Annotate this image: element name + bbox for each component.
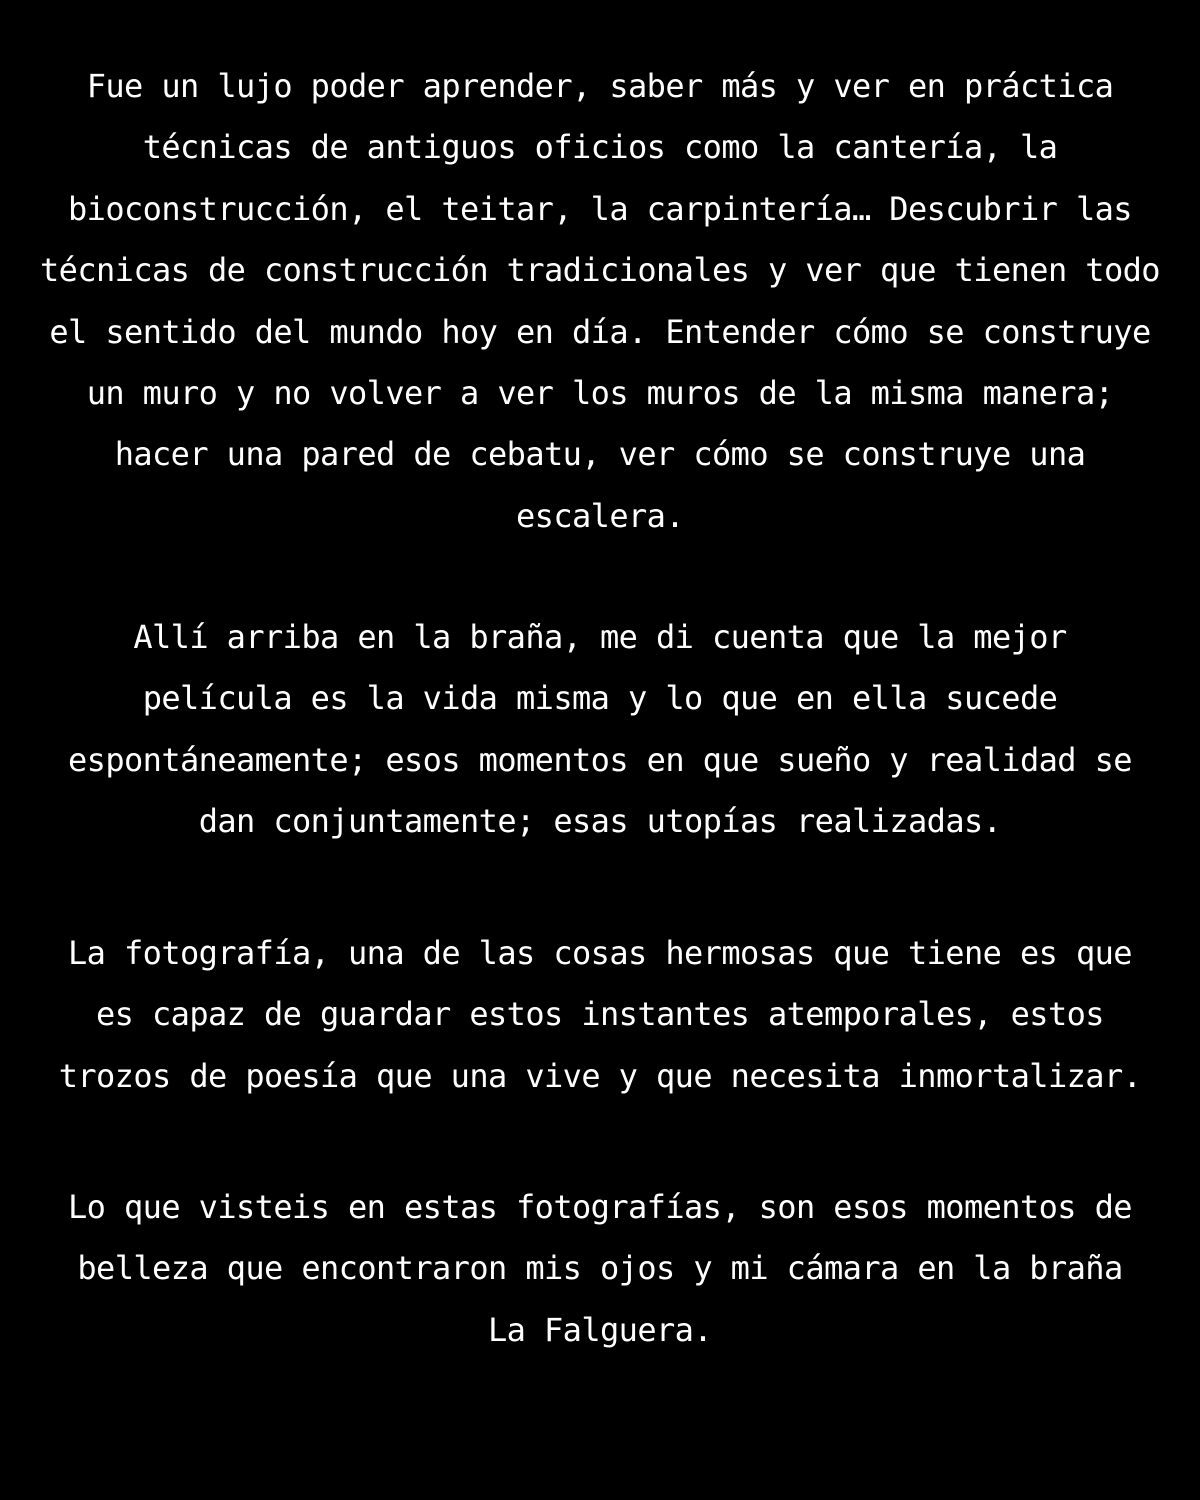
text-line: técnicas de antiguos oficios como la cantería, la: [142, 128, 1058, 167]
text-line: un muro y no volver a ver los muros de la misma manera;: [86, 373, 1114, 412]
text-line: dan conjuntamente; esas utopías realizadas.: [198, 802, 1002, 841]
text-line: Allí arriba en la braña, me di cuenta que la mejor: [133, 618, 1067, 656]
text-line: película es la vida misma y lo que en ella sucede: [142, 679, 1058, 718]
paragraph-photography: [0, 923, 1200, 1107]
text-line: La fotografía, una de las cosas hermosas que tiene es que: [68, 934, 1132, 972]
text-line: trozos de poesía que una vive y que necesita inmortalizar.: [58, 1056, 1142, 1095]
text-line: Lo que visteis en estas fotografías, son esos momentos de: [68, 1188, 1132, 1226]
paragraph-brana-life: [0, 607, 1200, 853]
text-line: espontáneamente; esos momentos en que sueño y realidad se: [68, 740, 1132, 779]
paragraph-closing: [0, 1177, 1200, 1361]
text-line: técnicas de construcción tradicionales y ver que tienen todo: [40, 251, 1160, 290]
text-line: hacer una pared de cebatu, ver cómo se construye una: [114, 435, 1086, 474]
text-line: belleza que encontraron mis ojos y mi cámara en la braña: [77, 1249, 1123, 1288]
text-line: Fue un lujo poder aprender, saber más y ver en práctica: [86, 67, 1114, 105]
text-line: escalera.: [516, 496, 684, 535]
text-line: bioconstrucción, el teitar, la carpintería… Descubrir las: [68, 189, 1132, 228]
paragraph-learning-crafts: [0, 56, 1200, 547]
text-line: La Falguera.: [488, 1310, 712, 1349]
text-line: el sentido del mundo hoy en día. Entender cómo se construye: [49, 312, 1151, 351]
text-line: es capaz de guardar estos instantes atemporales, estos: [96, 995, 1104, 1034]
